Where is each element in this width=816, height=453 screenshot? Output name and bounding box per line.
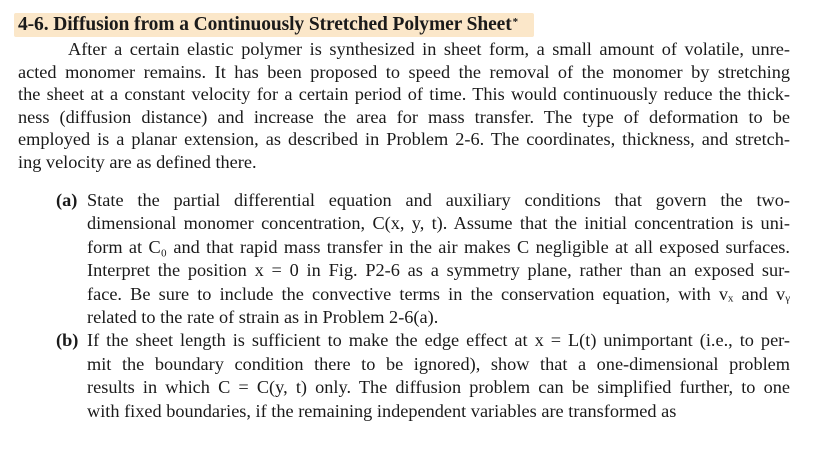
item-line: results in which C = C(y, t) only. The diffusion problem can be simplified further, to one <box>87 377 790 398</box>
item-line: form at C₀ and that rapid mass transfer in the air makes C negligible at all exposed surfaces. <box>87 236 790 257</box>
intro-paragraph <box>18 38 790 173</box>
item-line: If the sheet length is sufficient to make the edge effect at x = L(t) unimportant (i.e., to per- <box>87 330 790 351</box>
item-marker: (a) <box>56 190 78 210</box>
question-item-a <box>56 189 790 329</box>
question-item-b <box>56 329 790 423</box>
problem-heading-row <box>18 8 790 38</box>
intro-line: ing velocity are as defined there. <box>18 151 257 172</box>
item-line: related to the rate of strain as in Problem 2-6(a). <box>87 306 439 327</box>
intro-line: After a certain elastic polymer is synthesized in sheet form, a small amount of volatile, unre- <box>68 39 790 59</box>
item-marker: (b) <box>56 330 79 351</box>
item-line: mit the boundary condition there to be ignored), show that a one-dimensional problem <box>87 353 790 374</box>
problem-number: 4-6. <box>18 14 49 35</box>
problem-heading <box>18 13 518 37</box>
problem-title: Diffusion from a Continuously Stretched Polymer Sheet <box>53 14 512 35</box>
title-footnote-mark: * <box>512 16 519 28</box>
item-line: State the partial differential equation and auxiliary conditions that govern the two- <box>87 190 790 210</box>
item-line: with fixed boundaries, if the remaining independent variables are transformed as <box>87 400 677 421</box>
item-line: dimensional monomer concentration, C(x, y, t). Assume that the initial concentration is uni- <box>87 213 790 234</box>
intro-line: ness (diffusion distance) and increase the area for mass transfer. The type of deformation to be <box>18 106 790 127</box>
intro-line: acted monomer remains. It has been proposed to speed the removal of the monomer by stretching <box>18 61 790 82</box>
intro-line: employed is a planar extension, as described in Problem 2-6. The coordinates, thickness, and stretch- <box>18 129 790 149</box>
textbook-page <box>18 8 790 423</box>
question-list <box>18 189 790 423</box>
item-line: face. Be sure to include the convective terms in the conservation equation, with vₓ and vᵧ <box>87 283 790 304</box>
intro-line: the sheet at a constant velocity for a certain period of time. This would continuously reduce the thick- <box>18 84 790 104</box>
item-line: Interpret the position x = 0 in Fig. P2-6 as a symmetry plane, rather than an exposed sur- <box>87 260 790 281</box>
